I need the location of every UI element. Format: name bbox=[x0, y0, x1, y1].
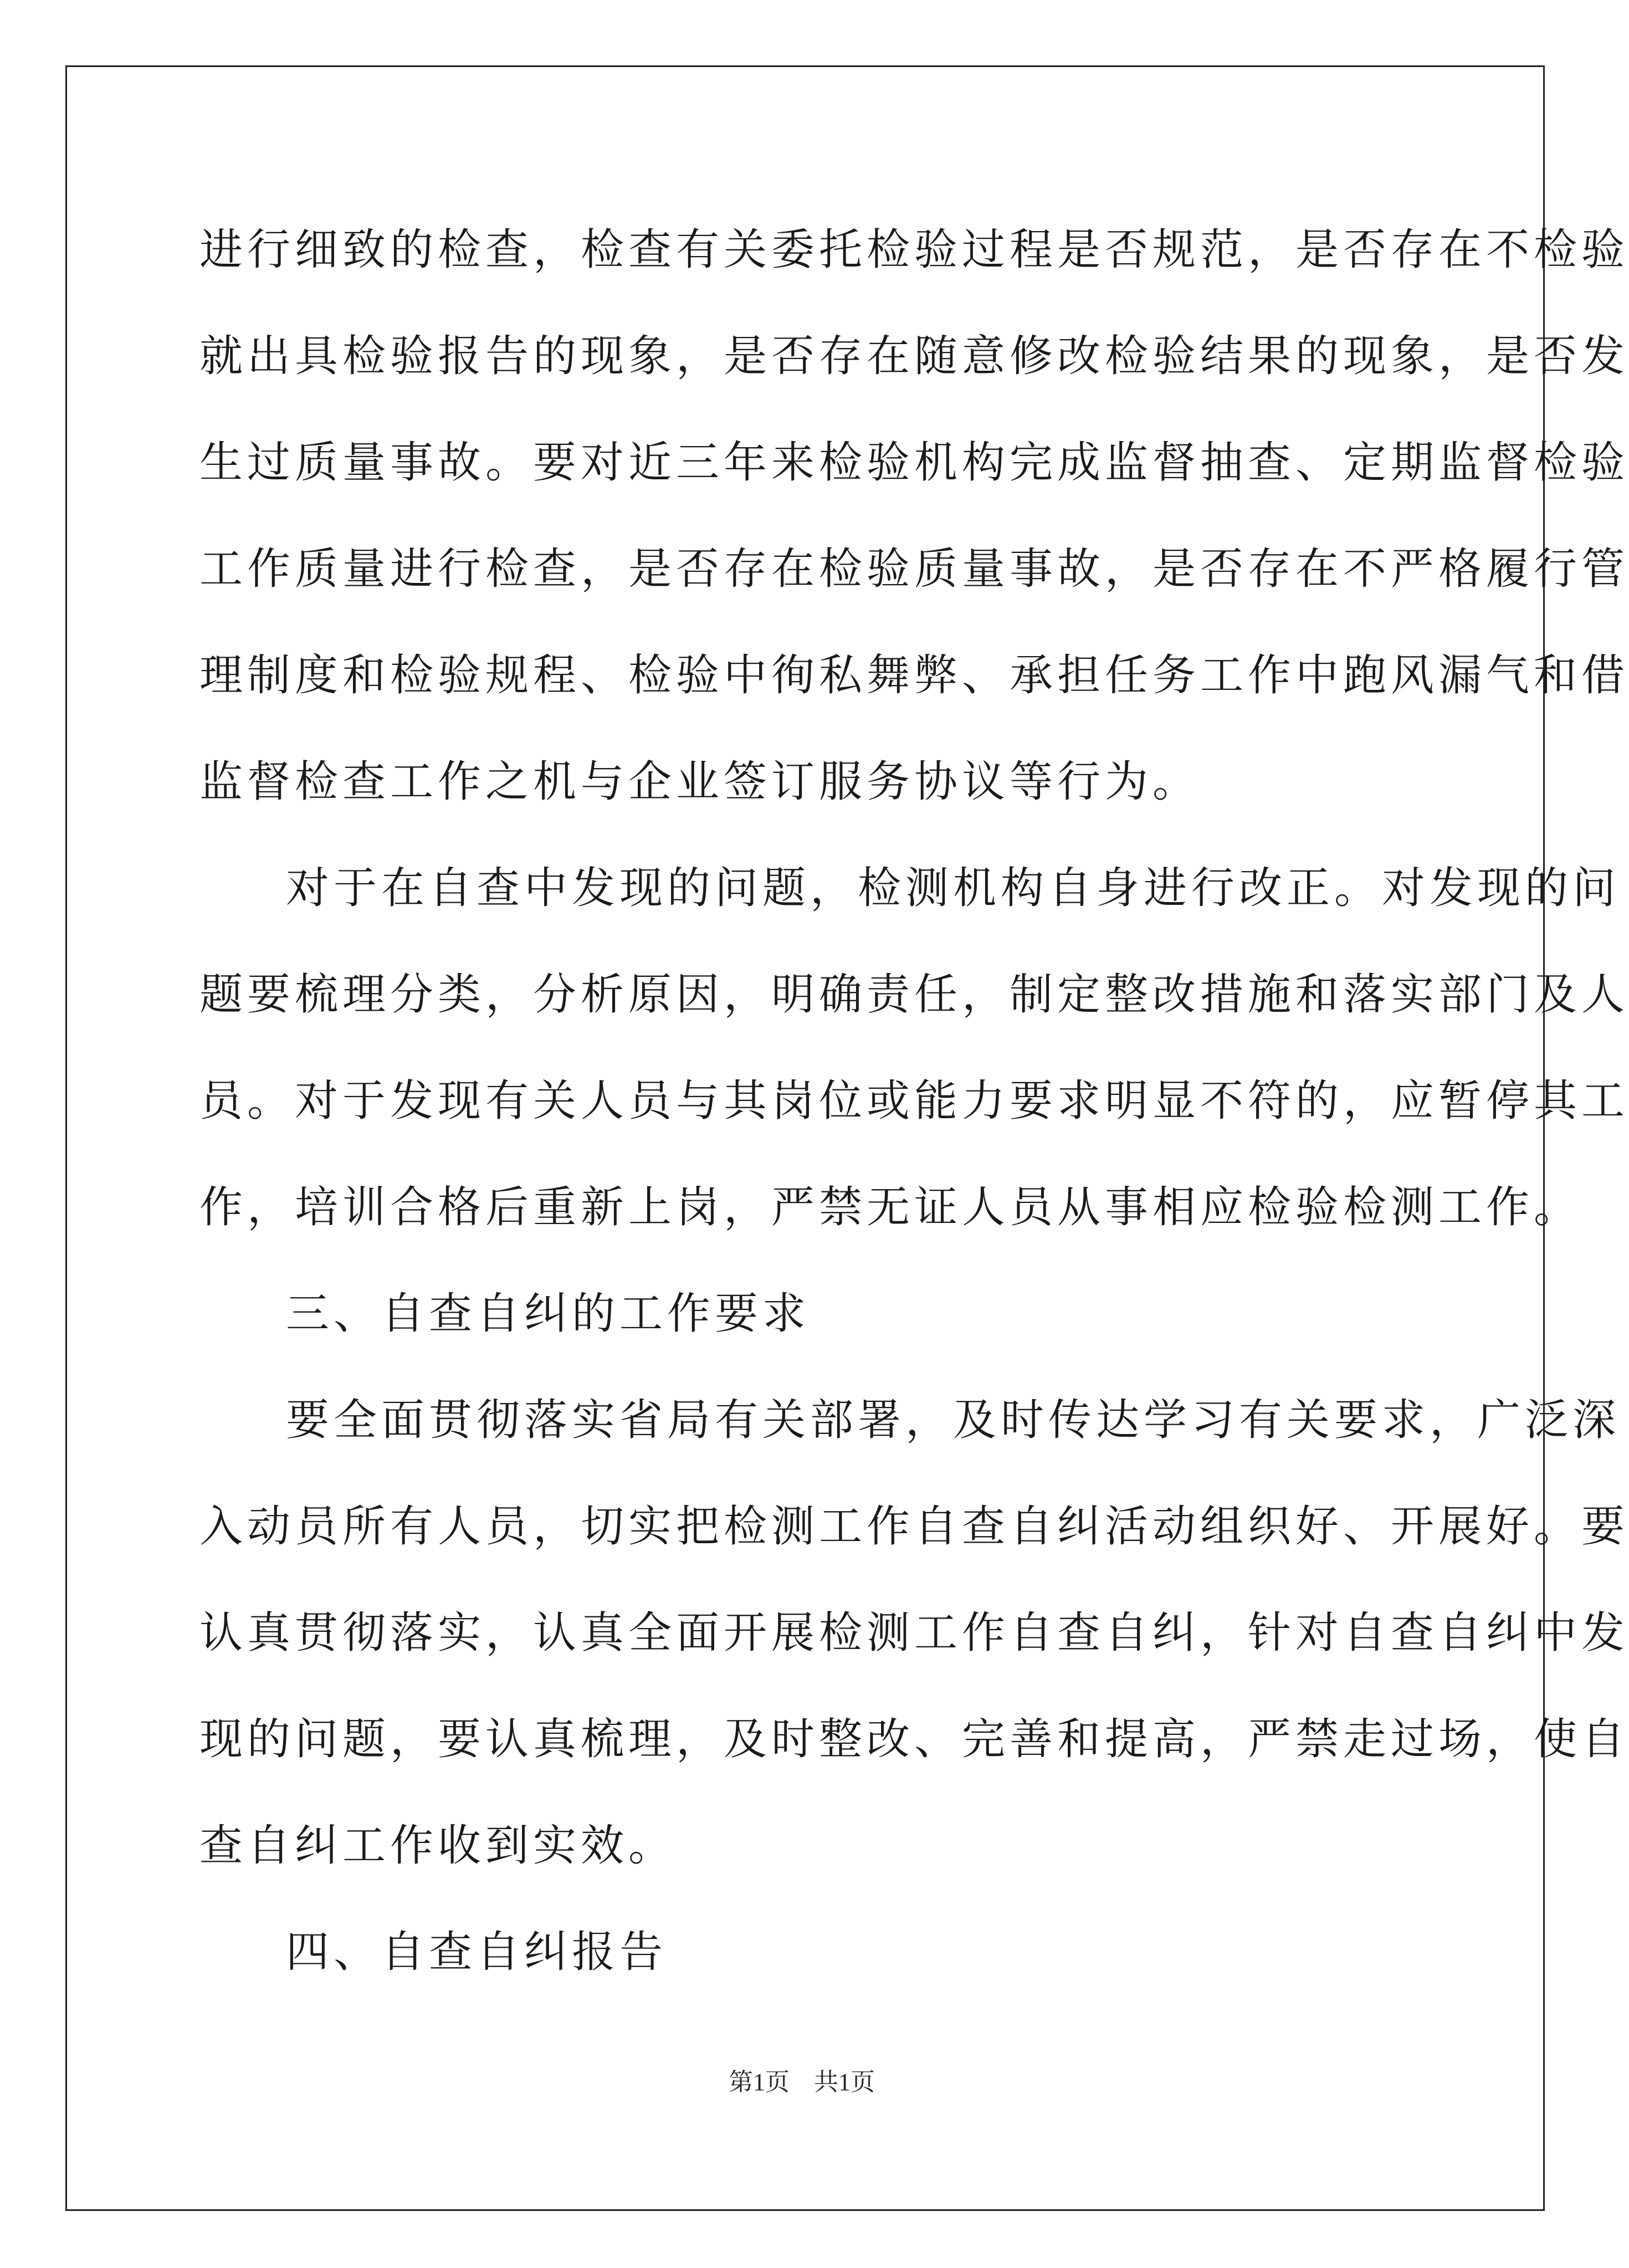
text-line: 就出具检验报告的现象，是否存在随意修改检验结果的现象，是否发 bbox=[199, 331, 1629, 381]
text-line: 题要梳理分类，分析原因，明确责任，制定整改措施和落实部门及人 bbox=[199, 970, 1629, 1020]
document-body bbox=[199, 197, 1629, 2005]
page-footer bbox=[0, 2066, 1604, 2099]
text-line: 入动员所有人员，切实把检测工作自查自纠活动组织好、开展好。要 bbox=[199, 1502, 1629, 1552]
text-line: 查自纠工作收到实效。 bbox=[199, 1821, 677, 1871]
section-heading: 四、自查自纠报告 bbox=[286, 1927, 668, 1977]
page-number: 第1页 bbox=[729, 2069, 790, 2096]
text-line: 理制度和检验规程、检验中徇私舞弊、承担任务工作中跑风漏气和借 bbox=[199, 651, 1629, 700]
text-line: 认真贯彻落实，认真全面开展检测工作自查自纠，针对自查自纠中发 bbox=[199, 1608, 1629, 1658]
text-line: 员。对于发现有关人员与其岗位或能力要求明显不符的，应暂停其工 bbox=[199, 1076, 1629, 1126]
text-line: 现的问题，要认真梳理，及时整改、完善和提高，严禁走过场，使自 bbox=[199, 1714, 1629, 1764]
section-heading: 三、自查自纠的工作要求 bbox=[286, 1289, 811, 1339]
text-line: 生过质量事故。要对近三年来检验机构完成监督抽查、定期监督检验 bbox=[199, 438, 1629, 488]
paragraph-start-line: 要全面贯彻落实省局有关部署，及时传达学习有关要求，广泛深 bbox=[286, 1395, 1621, 1445]
text-line: 监督检查工作之机与企业签订服务协议等行为。 bbox=[199, 757, 1201, 807]
text-line: 进行细致的检查，检查有关委托检验过程是否规范，是否存在不检验 bbox=[199, 225, 1629, 275]
text-line: 工作质量进行检查，是否存在检验质量事故，是否存在不严格履行管 bbox=[199, 544, 1629, 594]
paragraph-start-line: 对于在自查中发现的问题，检测机构自身进行改正。对发现的问 bbox=[286, 863, 1621, 913]
text-line: 作，培训合格后重新上岗，严禁无证人员从事相应检验检测工作。 bbox=[199, 1182, 1582, 1232]
page-total: 共1页 bbox=[814, 2069, 875, 2096]
